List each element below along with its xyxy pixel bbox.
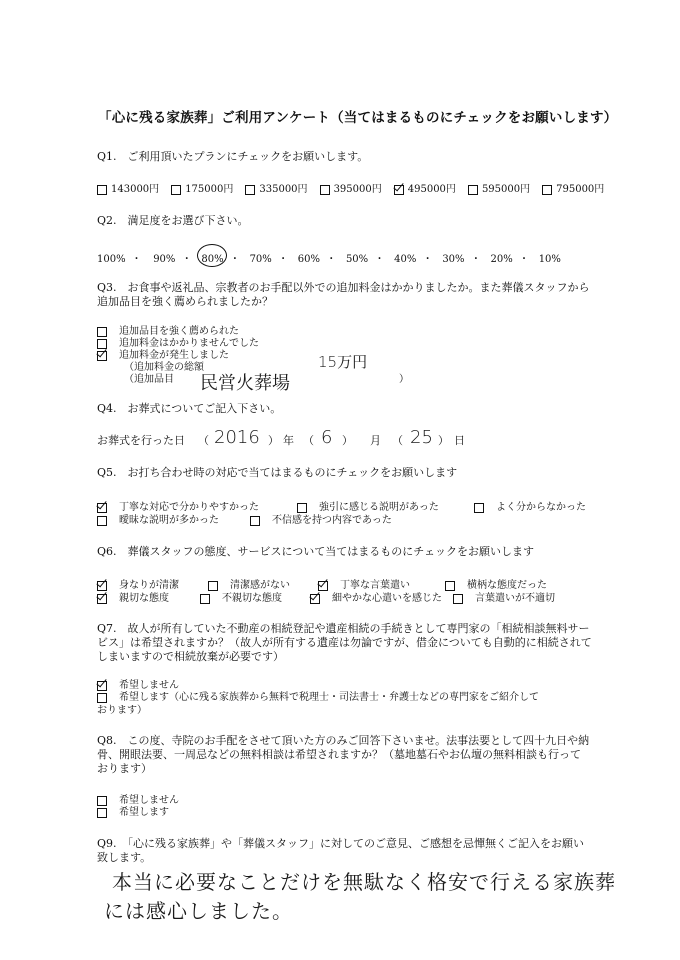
scale-value[interactable]: 60%	[297, 254, 320, 265]
scale-value[interactable]: 100%	[97, 254, 126, 265]
checkbox-icon[interactable]	[97, 327, 107, 337]
q3-option[interactable]: 追加料金はかかりませんでした	[97, 337, 259, 350]
checkbox-icon[interactable]	[200, 594, 210, 604]
q1-option[interactable]: 335000円	[245, 183, 307, 196]
handwritten-year: 2016	[214, 427, 260, 448]
q6-option[interactable]: 丁寧な言葉遣い	[318, 579, 410, 592]
checkbox-icon[interactable]	[97, 185, 107, 195]
q8-option[interactable]: 希望しません	[97, 794, 179, 807]
checked-checkbox-icon[interactable]	[310, 594, 320, 604]
q9-question-line2: 致します。	[97, 851, 152, 864]
q6-option[interactable]: 細やかな心遣いを感じた	[310, 592, 442, 605]
checkbox-icon[interactable]	[320, 185, 330, 195]
q3-question-line1: Q3. お食事や返礼品、宗教者のお手配以外での追加料金はかかりましたか。また葬儀スタッフから	[97, 281, 590, 294]
scale-value[interactable]: 30%	[442, 254, 465, 265]
q3-option[interactable]: 追加料金が発生しました	[97, 349, 229, 362]
q3-total-label: （追加料金の総額	[124, 362, 204, 373]
q1-option[interactable]: 175000円	[171, 183, 233, 196]
scale-value-selected[interactable]: 80%	[201, 254, 224, 265]
checked-checkbox-icon[interactable]	[97, 594, 107, 604]
q3-items-label: （追加品目	[124, 374, 174, 385]
checkbox-icon[interactable]	[97, 516, 107, 526]
q4-question: Q4. お葬式についてご記入下さい。	[97, 402, 282, 415]
q3-items-close: ）	[399, 374, 409, 385]
checkbox-icon[interactable]	[445, 581, 455, 591]
checkbox-icon[interactable]	[97, 693, 107, 703]
q7-option[interactable]: 希望しません	[97, 679, 179, 692]
q7-option[interactable]: 希望します（心に残る家族葬から無料で税理士・司法書士・弁護士などの専門家をご紹介して	[97, 691, 539, 704]
scale-value[interactable]: 10%	[538, 254, 561, 265]
q5-option[interactable]: 丁寧な対応で分かりやすかった	[97, 501, 259, 514]
handwritten-comment-line2: には感心しました。	[104, 899, 293, 923]
q7-option-cont: おります）	[97, 705, 147, 716]
handwritten-amount: 15万円	[318, 353, 368, 371]
q8-option[interactable]: 希望します	[97, 806, 169, 819]
checkbox-icon[interactable]	[453, 594, 463, 604]
checked-checkbox-icon[interactable]	[318, 581, 328, 591]
q6-option[interactable]: 身なりが清潔	[97, 579, 179, 592]
checkbox-icon[interactable]	[208, 581, 218, 591]
handwritten-comment-line1: 本当に必要なことだけを無駄なく格安で行える家族葬	[112, 870, 616, 894]
q1-option[interactable]: 143000円	[97, 183, 159, 196]
scale-value[interactable]: 90%	[153, 254, 176, 265]
q1-option[interactable]: 395000円	[320, 183, 382, 196]
checkbox-icon[interactable]	[97, 808, 107, 818]
q6-option[interactable]: 横柄な態度だった	[445, 579, 547, 592]
page-title: 「心に残る家族葬」ご利用アンケート（当てはまるものにチェックをお願いします）	[98, 110, 618, 126]
q5-question: Q5. お打ち合わせ時の対応で当てはまるものにチェックをお願いします	[97, 466, 458, 479]
q7-question-line2: ビス」は希望されますか？（故人が所有する遺産は勿論ですが、借金についても自動的に相続されて	[97, 636, 592, 649]
q6-question: Q6. 葬儀スタッフの態度、サービスについて当てはまるものにチェックをお願いします	[97, 545, 534, 558]
scale-value[interactable]: 50%	[345, 254, 369, 265]
checkbox-icon[interactable]	[97, 796, 107, 806]
q7-question-line1: Q7. 故人が所有していた不動産の相続登記や遺産相続の手続きとして専門家の「相続相談無料サー	[97, 622, 590, 635]
handwritten-day: 25	[410, 427, 433, 448]
q9-question-line1: Q9. 「心に残る家族葬」や「葬儀スタッフ」に対してのご意見、ご感想を忌憚無くご記入をお願い	[97, 837, 585, 850]
q6-option[interactable]: 言葉遣いが不適切	[453, 592, 555, 605]
checked-checkbox-icon[interactable]	[97, 681, 107, 691]
checked-checkbox-icon[interactable]	[394, 185, 404, 195]
q7-question-line3: しまいますので相続放棄が必要です）	[97, 650, 284, 663]
q8-question-line1: Q8. この度、寺院のお手配をさせて頂いた方のみご回答下さいませ。法事法要として四十九日や納	[97, 734, 590, 747]
checkbox-icon[interactable]	[171, 185, 181, 195]
q5-option[interactable]: よく分からなかった	[474, 501, 586, 514]
checkbox-icon[interactable]	[542, 185, 552, 195]
satisfaction-scale: 100% ・ 90% ・ 80% ・ 70% ・ 60% ・ 50% ・ 40% ・ 30% ・ 20% ・ 10%	[97, 254, 561, 265]
q3-option[interactable]: 追加品目を強く薦められた	[97, 325, 239, 338]
checked-checkbox-icon[interactable]	[97, 351, 107, 361]
handwritten-item: 民営火葬場	[200, 373, 290, 394]
q6-option[interactable]: 親切な態度	[97, 592, 169, 605]
q6-option[interactable]: 不親切な態度	[200, 592, 282, 605]
q6-option[interactable]: 清潔感がない	[208, 579, 290, 592]
scale-value[interactable]: 40%	[394, 254, 417, 265]
selection-circle-mark	[197, 244, 227, 267]
scale-value[interactable]: 20%	[490, 254, 513, 265]
checkbox-icon[interactable]	[297, 503, 307, 513]
q5-option[interactable]: 曖昧な説明が多かった	[97, 514, 219, 527]
q1-option[interactable]: 495000円	[394, 183, 456, 196]
checkbox-icon[interactable]	[468, 185, 478, 195]
q1-options	[97, 183, 604, 196]
checked-checkbox-icon[interactable]	[97, 503, 107, 513]
checkbox-icon[interactable]	[250, 516, 260, 526]
checkbox-icon[interactable]	[245, 185, 255, 195]
handwritten-month: 6	[321, 427, 333, 448]
q8-question-line3: おります）	[97, 762, 152, 775]
q1-option[interactable]: 595000円	[468, 183, 530, 196]
q1-question: Q1. ご利用頂いたプランにチェックをお願いします。	[97, 150, 369, 163]
q8-question-line2: 骨、開眼法要、一周忌などの無料相談は希望されますか？（墓地墓石やお仏壇の無料相談も行って	[97, 748, 581, 761]
q5-option[interactable]: 強引に感じる説明があった	[297, 501, 439, 514]
q1-option[interactable]: 795000円	[542, 183, 604, 196]
scale-value[interactable]: 70%	[249, 254, 272, 265]
checkbox-icon[interactable]	[474, 503, 484, 513]
q2-question: Q2. 満足度をお選び下さい。	[97, 214, 249, 227]
q3-question-line2: 追加品目を強く薦められましたか？	[97, 295, 273, 308]
q4-date-label: お葬式を行った日	[97, 434, 185, 447]
q5-option[interactable]: 不信感を持つ内容であった	[250, 514, 392, 527]
